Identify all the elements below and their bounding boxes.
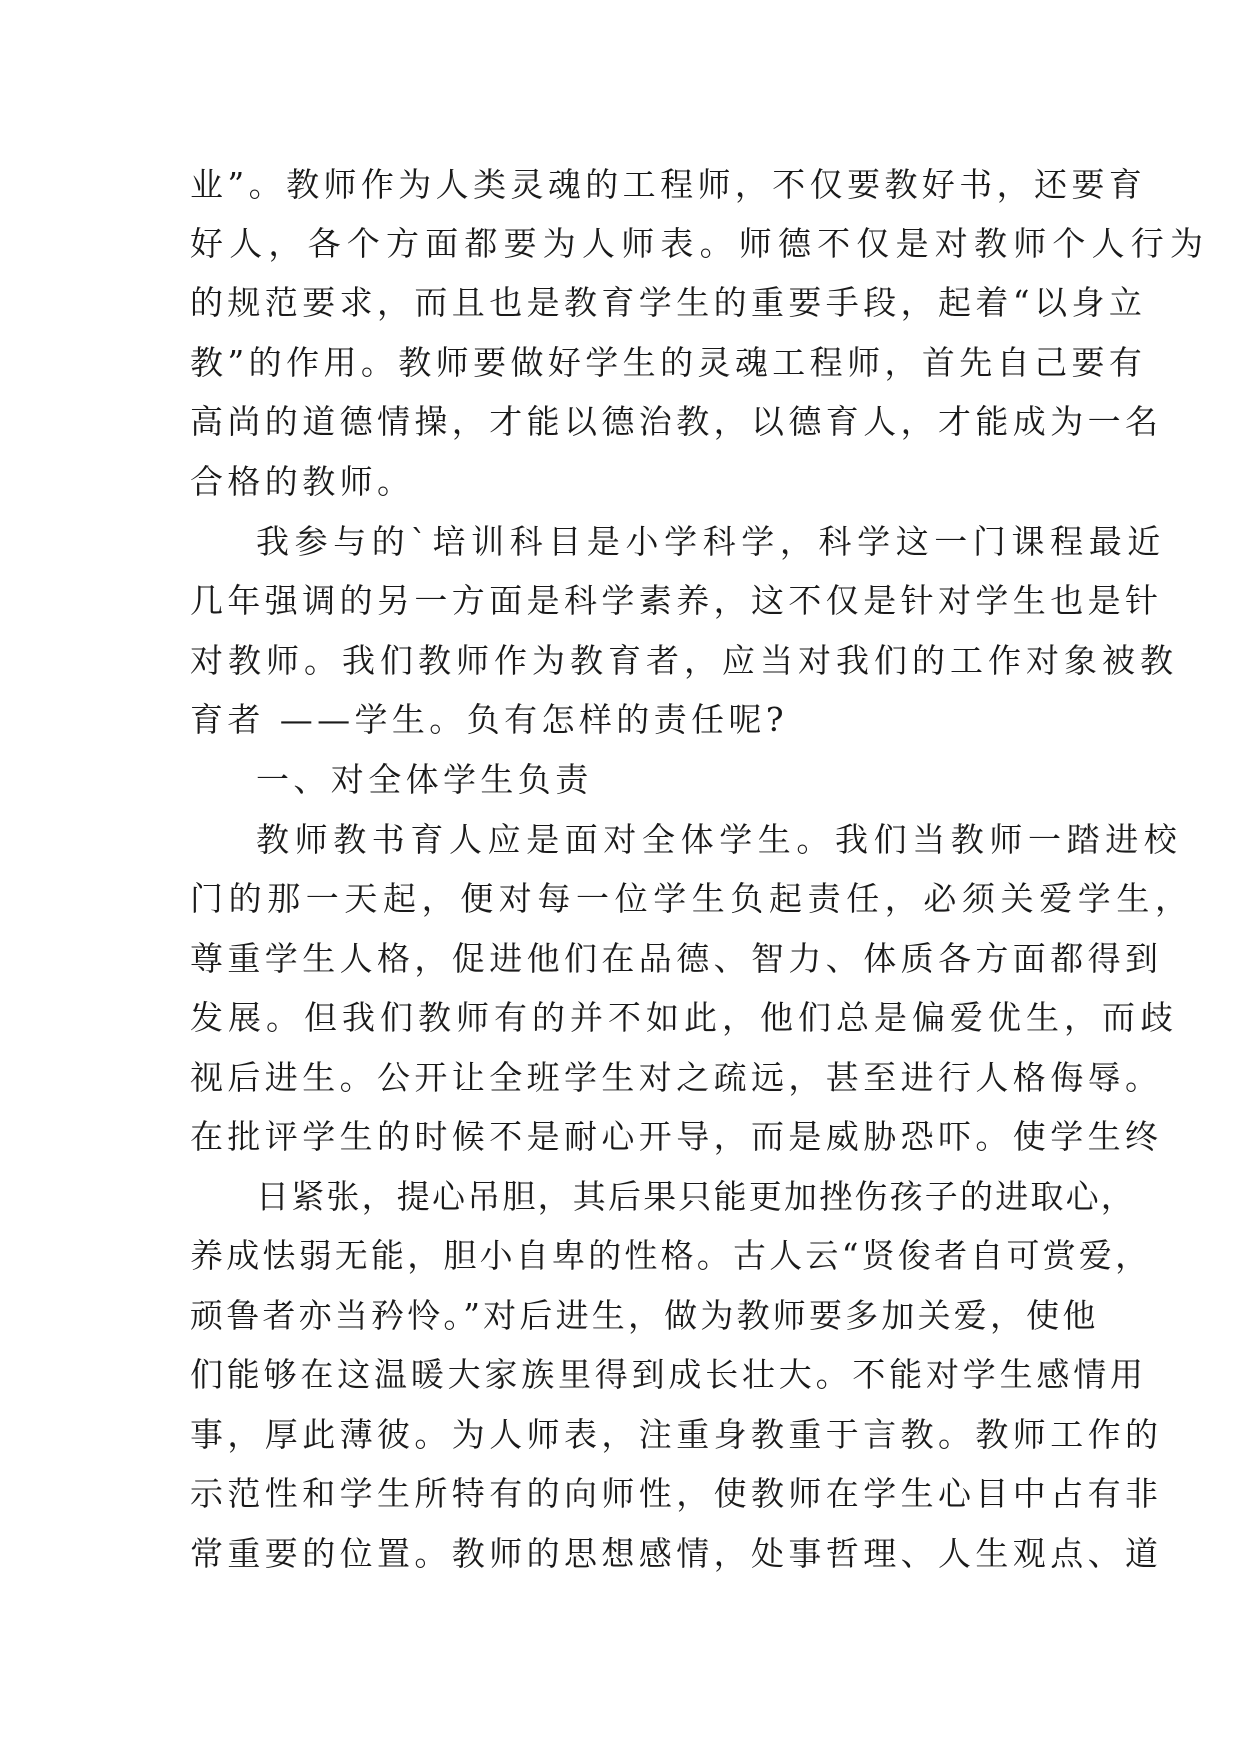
text-line: 几年强调的另一方面是科学素养，这不仅是针对学生也是针 <box>190 581 1163 620</box>
text-line: 尊重学生人格，促进他们在品德、智力、体质各方面都得到 <box>190 939 1163 978</box>
text-line: 日紧张，提心吊胆，其后果只能更加挫伤孩子的进取心， <box>256 1177 1136 1216</box>
text-line: 养成怯弱无能，胆小自卑的性格。古人云“贤俊者自可赏爱， <box>190 1236 1152 1275</box>
text-line: 我参与的`培训科目是小学科学，科学这一门课程最近 <box>256 522 1166 561</box>
text-line: 教”的作用。教师要做好学生的灵魂工程师，首先自己要有 <box>190 343 1147 382</box>
text-line: 对教师。我们教师作为教育者，应当对我们的工作对象被教 <box>190 641 1178 680</box>
text-line: 在批评学生的时候不是耐心开导，而是威胁恐吓。使学生终 <box>190 1117 1163 1156</box>
text-line: 常重要的位置。教师的思想感情，处事哲理、人生观点、道 <box>190 1534 1163 1573</box>
text-line: 门的那一天起，便对每一位学生负起责任，必须关爱学生， <box>190 879 1194 918</box>
text-line: 们能够在这温暖大家族里得到成长壮大。不能对学生感情用 <box>190 1355 1147 1394</box>
section-heading: 一、对全体学生负责 <box>256 760 593 799</box>
text-line: 育者 ——学生。负有怎样的责任呢? <box>190 700 788 739</box>
text-line: 示范性和学生所特有的向师性，使教师在学生心目中占有非 <box>190 1474 1163 1513</box>
text-line: 高尚的道德情操，才能以德治教，以德育人，才能成为一名 <box>190 402 1163 441</box>
text-line: 顽鲁者亦当矜怜。”对后进生，做为教师要多加关爱，使他 <box>190 1296 1099 1335</box>
text-line: 视后进生。公开让全班学生对之疏远，甚至进行人格侮辱。 <box>190 1058 1163 1097</box>
text-line: 好人，各个方面都要为人师表。师德不仅是对教师个人行为 <box>190 224 1210 263</box>
text-line: 业”。教师作为人类灵魂的工程师，不仅要教好书，还要育 <box>190 165 1147 204</box>
text-line: 发展。但我们教师有的并不如此，他们总是偏爱优生，而歧 <box>190 998 1178 1037</box>
text-line: 合格的教师。 <box>190 462 415 501</box>
text-line: 事，厚此薄彼。为人师表，注重身教重于言教。教师工作的 <box>190 1415 1163 1454</box>
text-line: 的规范要求，而且也是教育学生的重要手段，起着“以身立 <box>190 283 1147 322</box>
text-line: 教师教书育人应是面对全体学生。我们当教师一踏进校 <box>256 820 1183 859</box>
